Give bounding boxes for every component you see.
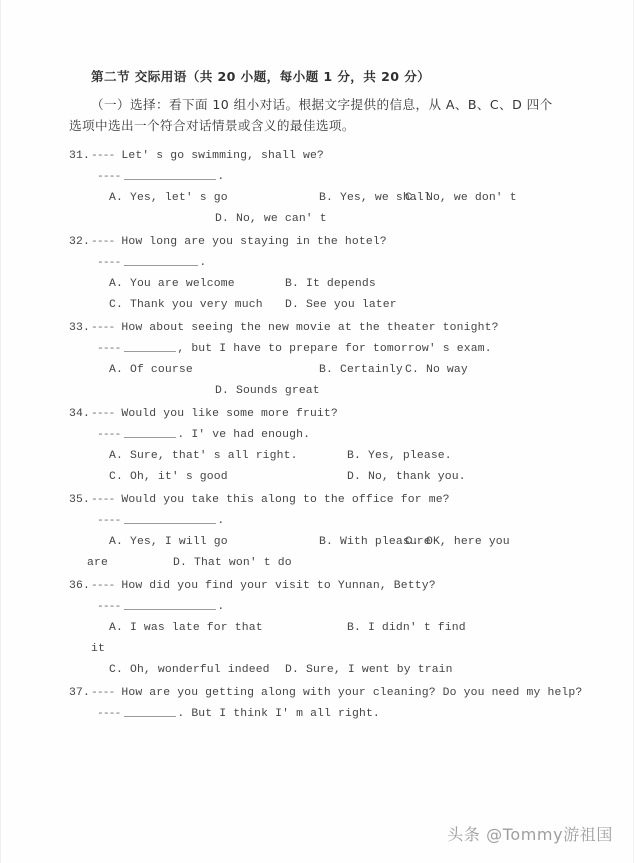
option-c[interactable]: C. Oh, it' s good xyxy=(109,471,228,483)
option-a[interactable]: A. Yes, let' s go xyxy=(109,192,228,204)
option-b[interactable]: B. With pleasure xyxy=(319,536,431,548)
options-row xyxy=(109,618,589,639)
question-number: 34. xyxy=(69,408,90,420)
answer-dash: ---- xyxy=(97,601,121,613)
answer-dash: ---- xyxy=(97,708,121,720)
option-b[interactable]: B. I didn' t find xyxy=(347,622,466,634)
question-number: 32. xyxy=(69,236,90,248)
option-b[interactable]: B. Yes, we shall xyxy=(319,192,431,204)
question-35 xyxy=(69,490,589,574)
option-b-continued[interactable]: it xyxy=(91,643,105,655)
question-36 xyxy=(69,576,589,681)
option-d[interactable]: D. Sounds great xyxy=(215,385,320,397)
option-a[interactable]: A. Yes, I will go xyxy=(109,536,228,548)
page-content xyxy=(1,0,634,863)
options-row xyxy=(109,360,589,381)
options-row xyxy=(109,188,589,209)
question-31 xyxy=(69,146,589,230)
answer-tail: . xyxy=(199,257,207,269)
options-row xyxy=(109,532,589,553)
option-d[interactable]: D. No, thank you. xyxy=(347,471,466,483)
stem-text: How are you getting along with your cleaning? Do you need my help? xyxy=(121,687,583,699)
stem-dash: ---- xyxy=(91,408,115,420)
question-stem xyxy=(69,683,589,704)
answer-line xyxy=(97,704,589,725)
answer-dash: ---- xyxy=(97,171,121,183)
answer-line xyxy=(97,339,589,360)
stem-text: How did you find your visit to Yunnan, Betty? xyxy=(121,580,436,592)
option-b[interactable]: B. Certainly xyxy=(319,364,403,376)
option-d[interactable]: D. See you later xyxy=(285,299,397,311)
options-row xyxy=(109,274,589,295)
question-37 xyxy=(69,683,589,725)
answer-blank[interactable] xyxy=(124,512,216,524)
question-stem xyxy=(69,576,589,597)
option-d[interactable]: D. Sure, I went by train xyxy=(285,664,453,676)
question-stem xyxy=(69,232,589,253)
question-stem xyxy=(69,490,589,511)
answer-tail: . I' ve had enough. xyxy=(177,429,311,441)
stem-text: Would you like some more fruit? xyxy=(121,408,338,420)
options-row xyxy=(91,639,589,660)
answer-blank[interactable] xyxy=(124,340,176,352)
answer-blank[interactable] xyxy=(124,598,216,610)
stem-text: How long are you staying in the hotel? xyxy=(121,236,387,248)
question-number: 33. xyxy=(69,322,90,334)
answer-line xyxy=(97,511,589,532)
answer-dash: ---- xyxy=(97,257,121,269)
option-d[interactable]: D. That won' t do xyxy=(173,557,292,569)
answer-blank[interactable] xyxy=(124,168,216,180)
answer-dash: ---- xyxy=(97,343,121,355)
option-c[interactable]: C. Thank you very much xyxy=(109,299,263,311)
question-34 xyxy=(69,404,589,488)
stem-dash: ---- xyxy=(91,494,115,506)
option-c[interactable]: C. No, we don' t xyxy=(405,192,517,204)
section-instructions: （一）选择：看下面 10 组小对话。根据文字提供的信息，从 A、B、C、D 四个选项中选出一个符合对话情景或含义的最佳选项。 xyxy=(69,97,553,133)
question-stem xyxy=(69,146,589,167)
answer-tail: . xyxy=(217,601,225,613)
question-stem xyxy=(69,404,589,425)
question-number: 37. xyxy=(69,687,90,699)
option-c-continued[interactable]: are xyxy=(87,557,108,569)
stem-text: Would you take this along to the office for me? xyxy=(121,494,450,506)
answer-line xyxy=(97,425,589,446)
answer-tail: . xyxy=(217,515,225,527)
answer-line xyxy=(97,597,589,618)
option-c[interactable]: C. No way xyxy=(405,364,468,376)
question-32 xyxy=(69,232,589,316)
option-b[interactable]: B. Yes, please. xyxy=(347,450,452,462)
stem-dash: ---- xyxy=(91,687,115,699)
answer-tail: , but I have to prepare for tomorrow' s exam. xyxy=(177,343,492,355)
option-a[interactable]: A. Of course xyxy=(109,364,193,376)
answer-blank[interactable] xyxy=(124,254,198,266)
question-number: 36. xyxy=(69,580,90,592)
question-33 xyxy=(69,318,589,402)
answer-line xyxy=(97,253,589,274)
option-b[interactable]: B. It depends xyxy=(285,278,376,290)
option-a[interactable]: A. You are welcome xyxy=(109,278,235,290)
stem-dash: ---- xyxy=(91,236,115,248)
question-number: 31. xyxy=(69,150,90,162)
answer-blank[interactable] xyxy=(124,426,176,438)
answer-tail: . xyxy=(217,171,225,183)
answer-line xyxy=(97,167,589,188)
options-row xyxy=(109,446,589,467)
question-number: 35. xyxy=(69,494,90,506)
option-c[interactable]: C. Oh, wonderful indeed xyxy=(109,664,270,676)
options-row xyxy=(109,295,589,316)
option-a[interactable]: A. I was late for that xyxy=(109,622,263,634)
stem-text: How about seeing the new movie at the theater tonight? xyxy=(121,322,499,334)
stem-dash: ---- xyxy=(91,322,115,334)
answer-dash: ---- xyxy=(97,429,121,441)
stem-dash: ---- xyxy=(91,580,115,592)
options-row xyxy=(109,660,589,681)
answer-tail: . But I think I' m all right. xyxy=(177,708,380,720)
question-stem xyxy=(69,318,589,339)
answer-dash: ---- xyxy=(97,515,121,527)
option-a[interactable]: A. Sure, that' s all right. xyxy=(109,450,298,462)
option-c[interactable]: C. OK, here you xyxy=(405,536,510,548)
options-row xyxy=(109,467,589,488)
answer-blank[interactable] xyxy=(124,705,176,717)
option-d[interactable]: D. No, we can' t xyxy=(215,213,327,225)
stem-dash: ---- xyxy=(91,150,115,162)
section-heading: 第二节 交际用语（共 20 小题，每小题 1 分，共 20 分） xyxy=(91,69,431,84)
watermark: 头条 @Tommy游祖国 xyxy=(447,825,613,844)
options-row xyxy=(87,553,589,574)
stem-text: Let' s go swimming, shall we? xyxy=(121,150,324,162)
